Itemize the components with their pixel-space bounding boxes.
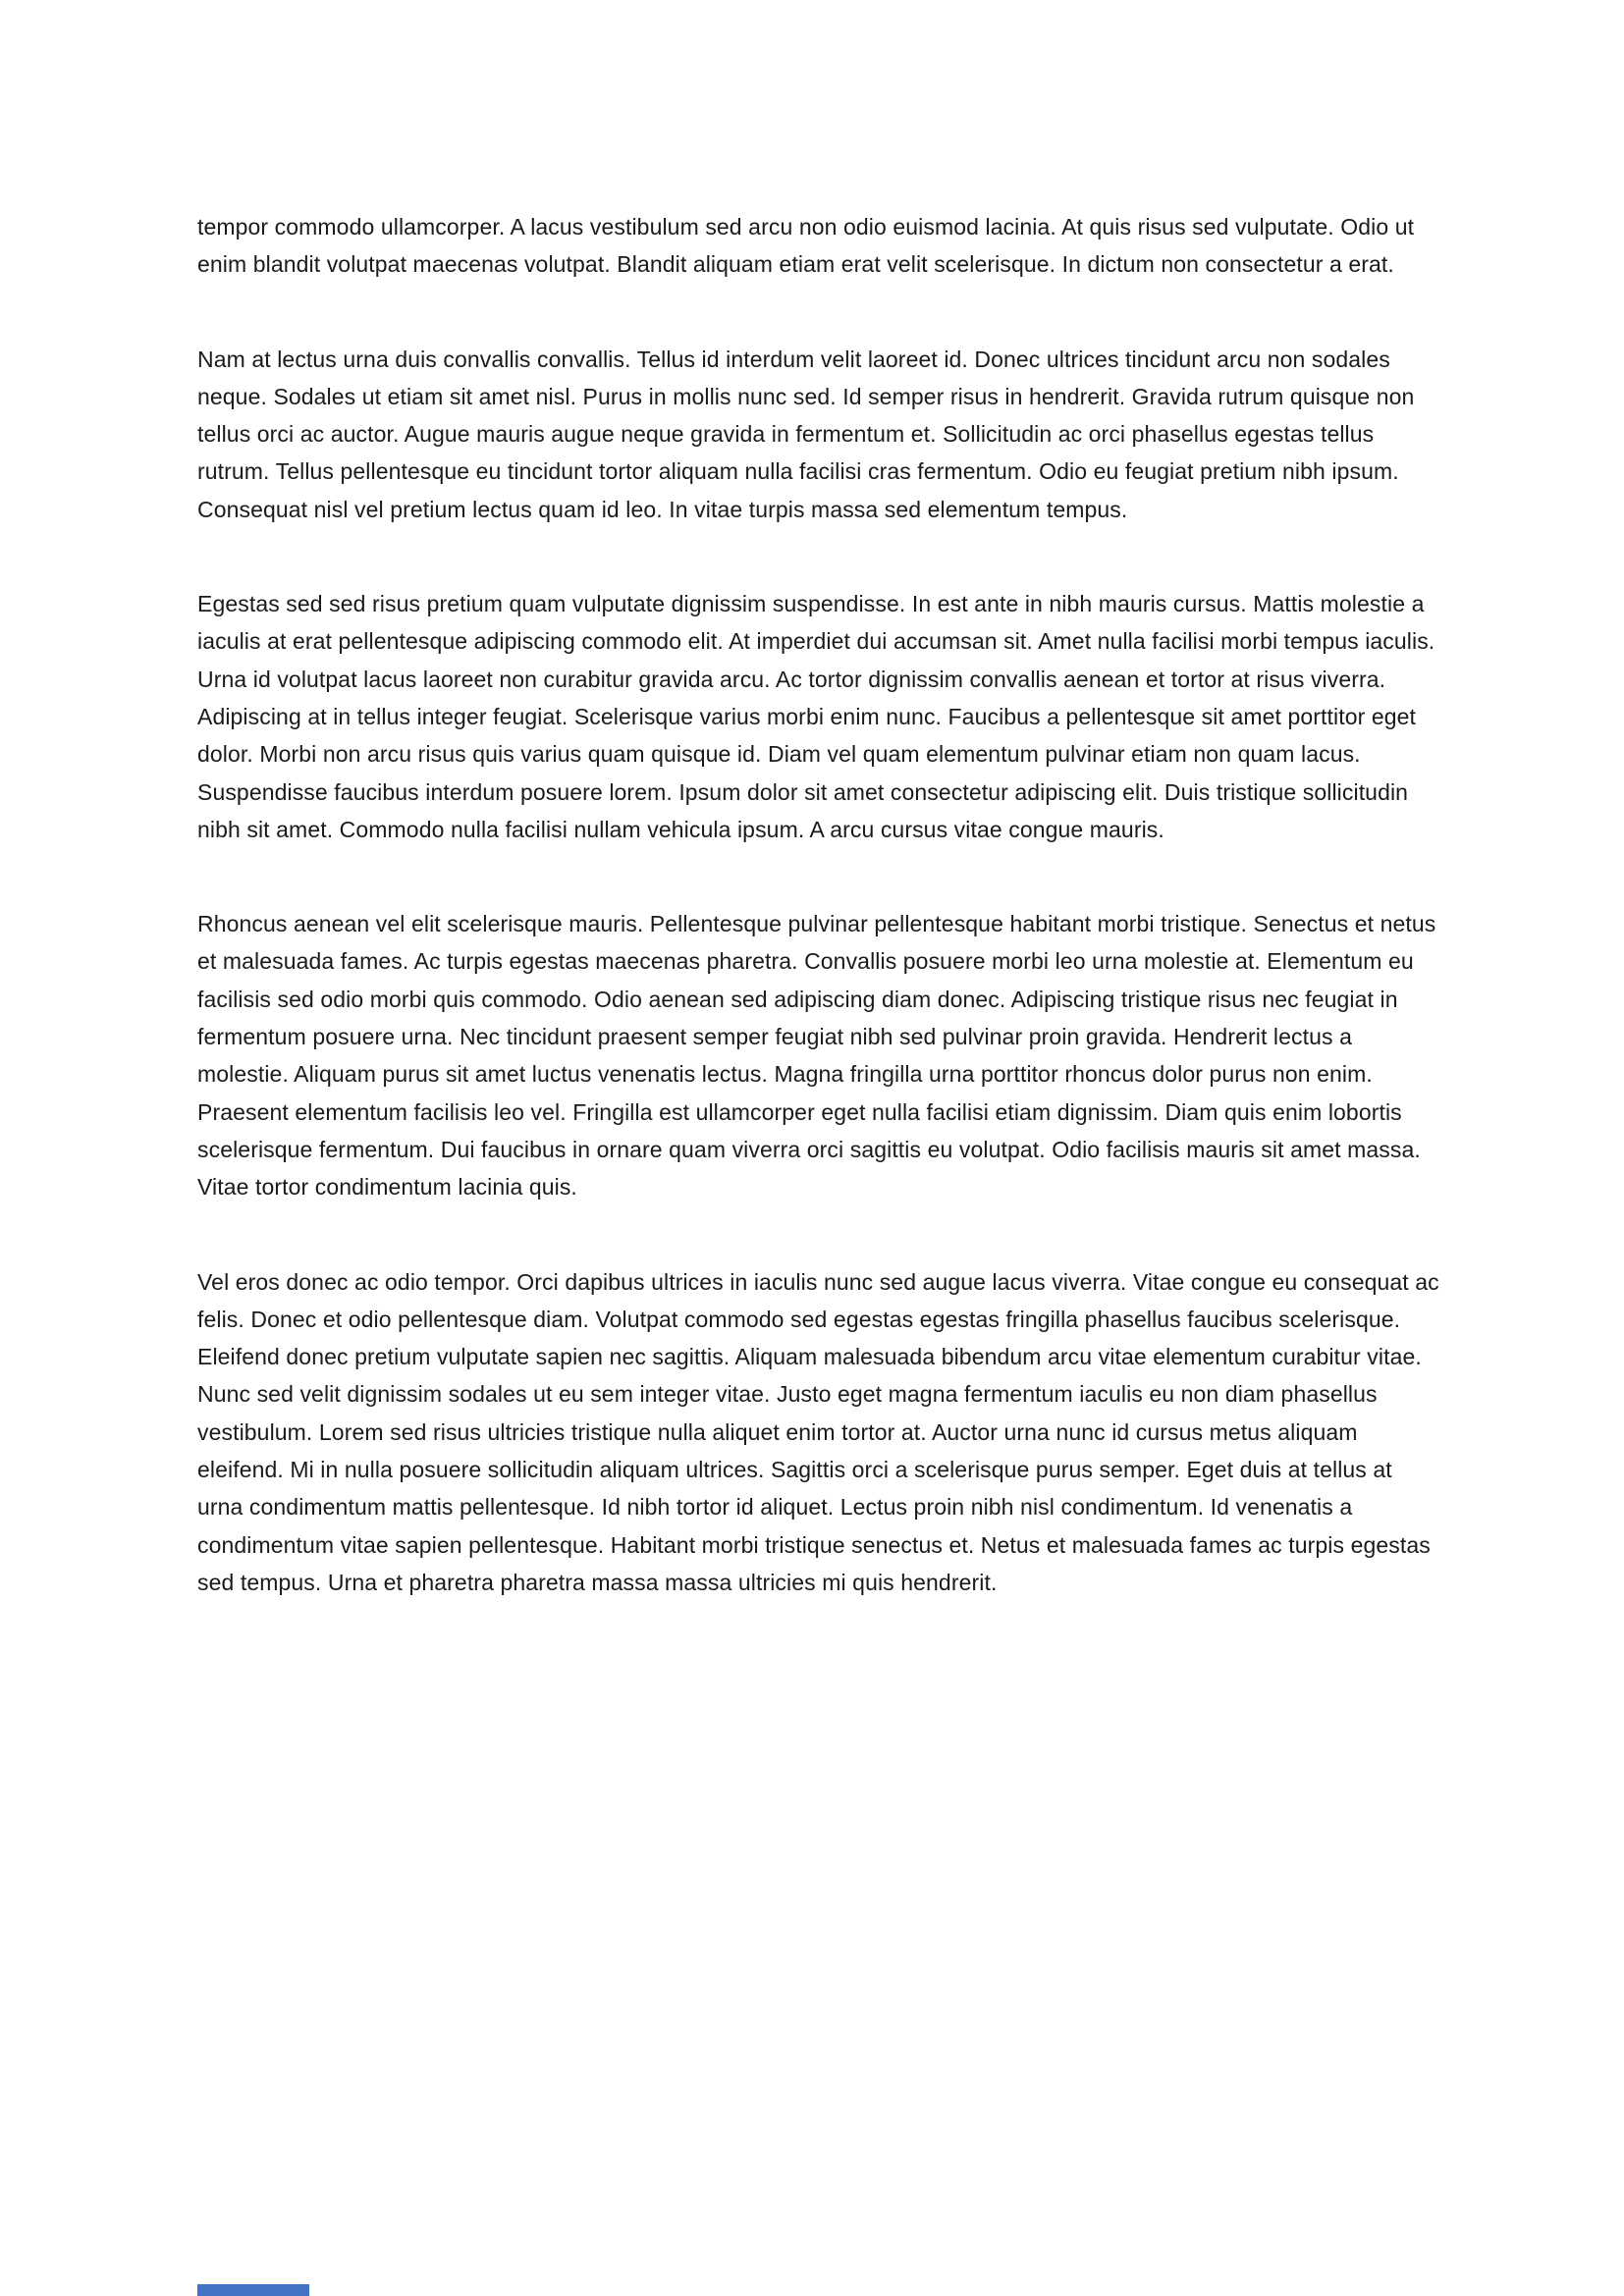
paragraph: tempor commodo ullamcorper. A lacus vestibulum sed arcu non odio euismod lacinia. At quis risus sed vulputate. Odio ut enim blandit volutpat maecenas volutpat. Blandit aliquam etiam erat velit scelerisque. In dictum non consectetur a erat.: [197, 214, 1415, 278]
paragraph: Nam at lectus urna duis convallis convallis. Tellus id interdum velit laoreet id. Donec ultrices tincidunt arcu non sodales neque. Sodales ut etiam sit amet nisl. Purus in mollis nunc sed. Id semper risus in hendrerit. Gravida rutrum quisque non tellus orci ac auctor. Augue mauris augue neque gravida in fermentum et. Sollicitudin ac orci phasellus egestas tellus rutrum. Tellus pellentesque eu tincidunt tortor aliquam nulla facilisi cras fermentum. Odio eu feugiat pretium nibh ipsum. Consequat nisl vel pretium lectus quam id leo. In vitae turpis massa sed elementum tempus.: [197, 346, 1415, 522]
document-body-text: [197, 208, 1442, 1658]
paragraph: Egestas sed sed risus pretium quam vulputate dignissim suspendisse. In est ante in nibh mauris cursus. Mattis molestie a iaculis at erat pellentesque adipiscing commodo elit. At imperdiet dui accumsan sit. Amet nulla facilisi morbi tempus iaculis. Urna id volutpat lacus laoreet non curabitur gravida arcu. Ac tortor dignissim convallis aenean et tortor at risus viverra. Adipiscing at in tellus integer feugiat. Scelerisque varius morbi enim nunc. Faucibus a pellentesque sit amet porttitor eget dolor. Morbi non arcu risus quis varius quam quisque id. Diam vel quam elementum pulvinar etiam non quam lacus. Suspendisse faucibus interdum posuere lorem. Ipsum dolor sit amet consectetur adipiscing elit. Duis tristique sollicitudin nibh sit amet. Commodo nulla facilisi nullam vehicula ipsum. A arcu cursus vitae congue mauris.: [197, 591, 1435, 842]
paragraph: Vel eros donec ac odio tempor. Orci dapibus ultrices in iaculis nunc sed augue lacus viverra. Vitae congue eu consequat ac felis. Donec et odio pellentesque diam. Volutpat commodo sed egestas egestas fringilla phasellus faucibus scelerisque. Eleifend donec pretium vulputate sapien nec sagittis. Aliquam malesuada bibendum arcu vitae elementum curabitur vitae. Nunc sed velit dignissim sodales ut eu sem integer vitae. Justo eget magna fermentum iaculis eu non diam phasellus vestibulum. Lorem sed risus ultricies tristique nulla aliquet enim tortor at. Auctor urna nunc id cursus metus aliquam eleifend. Mi in nulla posuere sollicitudin aliquam ultrices. Sagittis orci a scelerisque purus semper. Eget duis at tellus at urna condimentum mattis pellentesque. Id nibh tortor id aliquet. Lectus proin nibh nisl condimentum. Id venenatis a condimentum vitae sapien pellentesque. Habitant morbi tristique senectus et. Netus et malesuada fames ac turpis egestas sed tempus. Urna et pharetra pharetra massa massa ultricies mi quis hendrerit.: [197, 1268, 1439, 1595]
page-bottom-blue-bar: [197, 2284, 309, 2296]
paragraph: Rhoncus aenean vel elit scelerisque mauris. Pellentesque pulvinar pellentesque habitant morbi tristique. Senectus et netus et malesuada fames. Ac turpis egestas maecenas pharetra. Convallis posuere morbi leo urna molestie at. Elementum eu facilisis sed odio morbi quis commodo. Odio aenean sed adipiscing diam donec. Adipiscing tristique risus nec feugiat in fermentum posuere urna. Nec tincidunt praesent semper feugiat nibh sed pulvinar proin gravida. Hendrerit lectus a molestie. Aliquam purus sit amet luctus venenatis lectus. Magna fringilla urna porttitor rhoncus dolor purus non enim. Praesent elementum facilisis leo vel. Fringilla est ullamcorper eget nulla facilisi etiam dignissim. Diam quis enim lobortis scelerisque fermentum. Dui faucibus in ornare quam viverra orci sagittis eu volutpat. Odio facilisis mauris sit amet massa. Vitae tortor condimentum lacinia quis.: [197, 911, 1436, 1201]
